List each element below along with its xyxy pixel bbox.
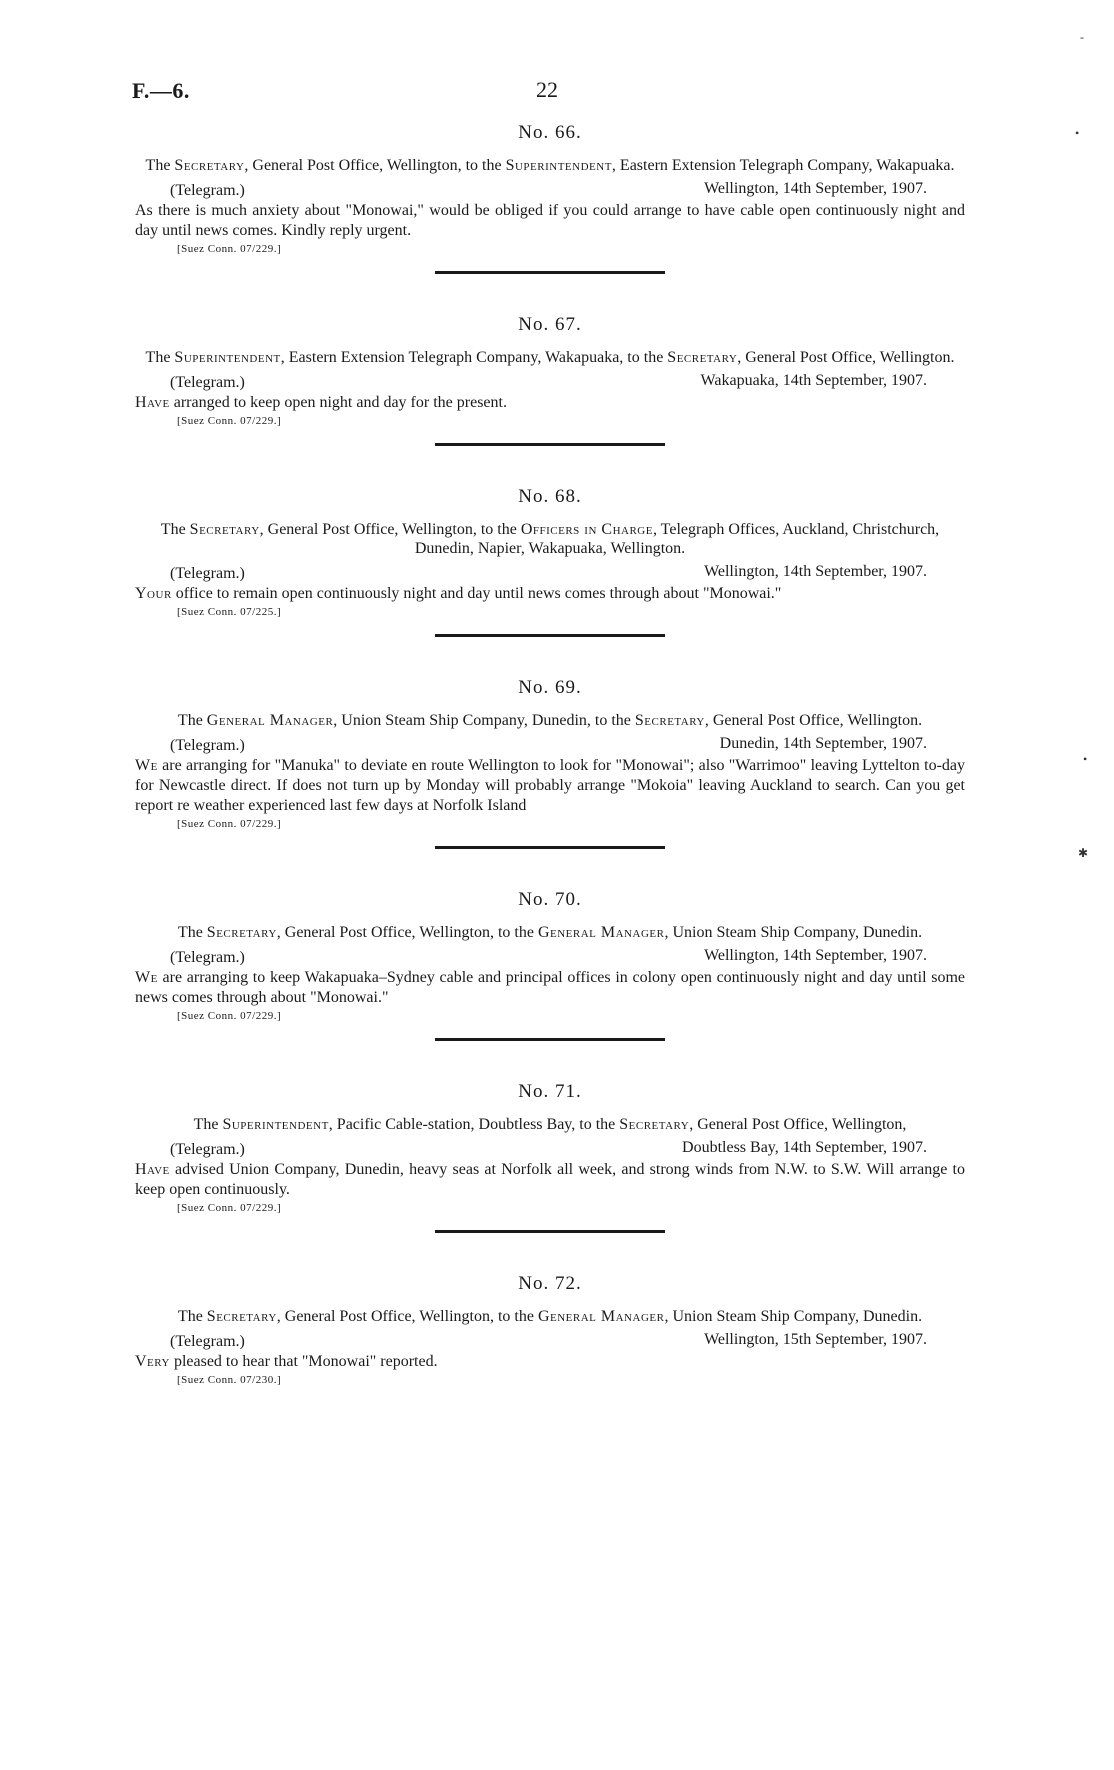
letter-entry [135, 1273, 965, 1386]
message-body [135, 201, 965, 241]
margin-mark: ✱ [1078, 846, 1089, 860]
file-reference: [Suez Conn. 07/229.] [177, 1202, 282, 1214]
message-lead-word: Your [135, 585, 172, 602]
place-date: Wellington, 14th September, 1907. [704, 180, 927, 197]
heading-text: , Union Steam Ship Company, Dunedin. [664, 1308, 923, 1325]
file-reference: [Suez Conn. 07/229.] [177, 1010, 282, 1022]
heading-party-title: Superintendent [505, 157, 612, 174]
letter-entry [135, 314, 965, 446]
message-lead-word: Have [135, 394, 170, 411]
heading-party-title: Secretary [206, 924, 277, 941]
message-lead-word: We [135, 757, 158, 774]
margin-mark: • [1083, 752, 1088, 766]
heading-text: , General Post Office, Wellington, to the [244, 157, 506, 174]
message-body [135, 393, 965, 413]
telegram-line [135, 1139, 965, 1160]
place-date: Wellington, 15th September, 1907. [704, 1331, 927, 1348]
heading-party-title: Superintendent [222, 1116, 329, 1133]
telegram-line [135, 947, 965, 968]
telegram-line [135, 735, 965, 756]
telegram-label: (Telegram.) [170, 1141, 245, 1158]
heading-party-title: Superintendent [174, 349, 281, 366]
heading-text: , Telegraph Offices, Auckland, Christchurch, Dunedin, Napier, Wakapuaka, Wellington. [414, 521, 940, 557]
heading-party-title: Secretary [619, 1116, 690, 1133]
entry-heading [135, 711, 965, 730]
entry-heading [135, 156, 965, 175]
letter-entry [135, 1081, 965, 1233]
entry-number: No. 71. [518, 1081, 582, 1102]
entry-heading [135, 520, 965, 558]
message-body [135, 756, 965, 816]
heading-text: The [177, 712, 207, 729]
heading-text: , Union Steam Ship Company, Dunedin. [664, 924, 923, 941]
heading-text: The [160, 521, 190, 538]
file-reference: [Suez Conn. 07/229.] [177, 818, 282, 830]
section-divider [435, 443, 665, 446]
message-body [135, 1160, 965, 1200]
telegram-label: (Telegram.) [170, 1333, 245, 1350]
entry-heading [135, 1307, 965, 1326]
message-body [135, 1352, 965, 1372]
message-text: pleased to hear that "Monowai" reported. [169, 1353, 438, 1370]
place-date: Wakapuaka, 14th September, 1907. [700, 372, 927, 389]
heading-party-title: Officers in Charge [520, 521, 653, 538]
file-reference: [Suez Conn. 07/229.] [177, 243, 282, 255]
heading-party-title: Secretary [174, 157, 245, 174]
section-divider [435, 271, 665, 274]
margin-mark: • [1075, 126, 1080, 140]
entry-number: No. 66. [518, 122, 582, 143]
entry-number: No. 67. [518, 314, 582, 335]
heading-text: , Eastern Extension Telegraph Company, Wakapuaka, to the [280, 349, 668, 366]
message-text: are arranging to keep Wakapuaka–Sydney cable and principal offices in colony open continuously night and day until some news comes through about "Monowai." [135, 969, 965, 1006]
telegram-label: (Telegram.) [170, 565, 245, 582]
entry-heading [135, 923, 965, 942]
heading-text: , General Post Office, Wellington, to the [276, 1308, 538, 1325]
heading-party-title: General Manager [206, 712, 334, 729]
heading-text: , General Post Office, Wellington, to the [276, 924, 538, 941]
document-series-id: F.—6. [132, 78, 190, 103]
telegram-label: (Telegram.) [170, 737, 245, 754]
heading-text: , Pacific Cable-station, Doubtless Bay, to the [328, 1116, 620, 1133]
telegram-line [135, 563, 965, 584]
entry-number: No. 69. [518, 677, 582, 698]
heading-party-title: Secretary [206, 1308, 277, 1325]
section-divider [435, 1230, 665, 1233]
heading-text: , General Post Office, Wellington. [704, 712, 923, 729]
entry-heading [135, 1115, 965, 1134]
message-lead-word: We [135, 969, 158, 986]
heading-party-title: General Manager [537, 924, 665, 941]
page-number: 22 [536, 77, 558, 102]
heading-text: The [193, 1116, 223, 1133]
telegram-line [135, 180, 965, 201]
heading-text: The [177, 1308, 207, 1325]
heading-text: The [177, 924, 207, 941]
heading-party-title: Secretary [667, 349, 738, 366]
letter-entry [135, 486, 965, 637]
section-divider [435, 1038, 665, 1041]
heading-text: , General Post Office, Wellington. [737, 349, 955, 366]
message-body [135, 968, 965, 1008]
telegram-line [135, 372, 965, 393]
place-date: Wellington, 14th September, 1907. [704, 947, 927, 964]
entry-number: No. 70. [518, 889, 582, 910]
entry-number: No. 72. [518, 1273, 582, 1294]
telegram-line [135, 1331, 965, 1352]
message-text: office to remain open continuously night and day until news comes through about "Monowai." [171, 585, 782, 602]
file-reference: [Suez Conn. 07/225.] [177, 606, 282, 618]
heading-text: The [145, 349, 175, 366]
telegram-label: (Telegram.) [170, 182, 245, 199]
message-text: are arranging for "Manuka" to deviate en route Wellington to look for "Monowai"; also "Warrimoo" leaving Lyttelton to-day for Newcastle direct. If does not turn up by Monday will probably arrange "Mokoia" leaving Auckland to search. Can you get report re weather experienced last few days at Norfolk Island [135, 757, 965, 814]
heading-text: , General Post Office, Wellington, to the [259, 521, 521, 538]
section-divider [435, 634, 665, 637]
place-date: Wellington, 14th September, 1907. [704, 563, 927, 580]
message-lead-word: Have [135, 1161, 170, 1178]
heading-text: , Eastern Extension Telegraph Company, Wakapuaka. [611, 157, 955, 174]
message-body [135, 584, 965, 604]
telegram-label: (Telegram.) [170, 949, 245, 966]
letter-entry [135, 889, 965, 1041]
place-date: Dunedin, 14th September, 1907. [719, 735, 927, 752]
entry-heading [135, 348, 965, 367]
heading-party-title: Secretary [634, 712, 705, 729]
message-text: advised Union Company, Dunedin, heavy seas at Norfolk all week, and strong winds from N.W. to S.W. Will arrange to keep open continuously. [135, 1161, 965, 1198]
letter-entry [135, 122, 965, 274]
heading-party-title: Secretary [189, 521, 260, 538]
telegram-label: (Telegram.) [170, 374, 245, 391]
heading-party-title: General Manager [537, 1308, 665, 1325]
message-text: arranged to keep open night and day for the present. [169, 394, 507, 411]
file-reference: [Suez Conn. 07/230.] [177, 1374, 282, 1386]
heading-text: , Union Steam Ship Company, Dunedin, to the [333, 712, 635, 729]
document-body [135, 122, 965, 1386]
heading-text: , General Post Office, Wellington, [689, 1116, 907, 1133]
entry-number: No. 68. [518, 486, 582, 507]
margin-mark: - [1080, 30, 1084, 44]
place-date: Doubtless Bay, 14th September, 1907. [682, 1139, 927, 1156]
message-lead-word: Very [135, 1353, 170, 1370]
letter-entry [135, 677, 965, 849]
heading-text: The [145, 157, 175, 174]
section-divider [435, 846, 665, 849]
file-reference: [Suez Conn. 07/229.] [177, 415, 282, 427]
message-text: As there is much anxiety about "Monowai," would be obliged if you could arrange to have cable open continuously night and day until news comes. Kindly reply urgent. [135, 202, 965, 239]
